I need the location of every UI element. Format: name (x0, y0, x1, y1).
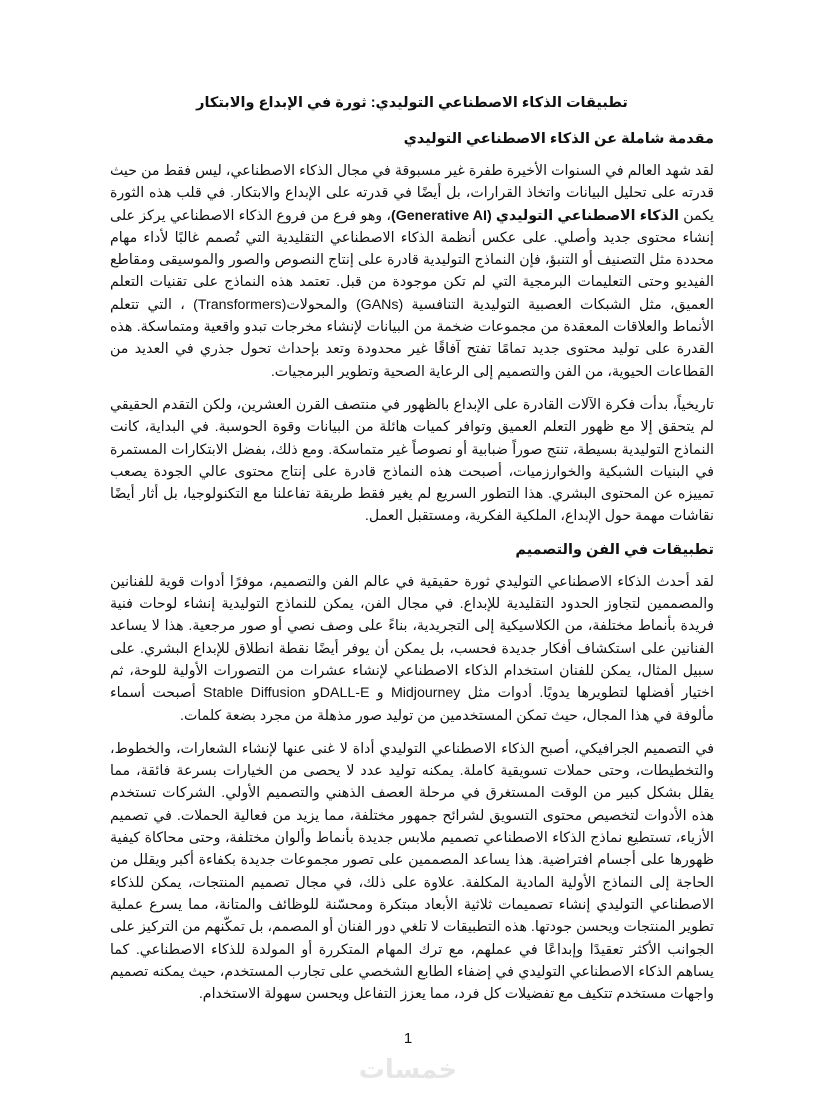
watermark-logo: خمسات (358, 1054, 458, 1085)
section-heading-art-design: تطبيقات في الفن والتصميم (515, 541, 714, 558)
section-heading-intro: مقدمة شاملة عن الذكاء الاصطناعي التوليدي (403, 131, 714, 147)
paragraph-graphic-design: في التصميم الجرافيكي، أصبح الذكاء الاصطناعي التوليدي أداة لا غنى عنها لإنشاء الشعارات، والخطوط، والتخطيطات، وحتى حملات تسويقية كاملة. يمكنه توليد عدد لا يحصى من الخيارات بسرعة فائقة، مما يقلل بشكل كبير من الوقت المستغرق في مرحلة العصف الذهني والتصميم الأولي. الشركات تستخدم هذه الأدوات لتخصيص محتوى التسويق لشرائح جمهور مختلفة، مما يزيد من فعالية الحملات. في تصميم الأزياء، تستطيع نماذج الذكاء الاصطناعي تصميم ملابس جديدة بأنماط وألوان مختلفة، وحتى محاكاة كيفية ظهورها على أجسام افتراضية. هذا يساعد المصممين على تصور مجموعات جديدة بكفاءة أكبر ويقلل من الحاجة إلى النماذج الأولية المادية المكلفة. علاوة على ذلك، في مجال تصميم المنتجات، يمكن للذكاء الاصطناعي التوليدي إنشاء تصميمات ثلاثية الأبعاد مبتكرة ومحسّنة للوظائف والمتانة، مما يسرع عملية تطوير المنتجات ويحسن جودتها. هذه التطبيقات لا تلغي دور الفنان أو المصمم، بل تمكّنهم من التركيز على الجوانب الأكثر تعقيدًا وإبداعًا في عملهم، مع ترك المهام المتكررة أو المولدة للذكاء الاصطناعي. كما يساهم الذكاء الاصطناعي التوليدي في إضفاء الطابع الشخصي على تجارب المستخدم، حيث يمكنه تصميم واجهات مستخدم تتكيف مع تفضيلات كل فرد، مما يعزز التفاعل ويحسن سهولة الاستخدام. (110, 740, 714, 1003)
paragraph-intro (110, 160, 714, 383)
document-title: تطبيقات الذكاء الاصطناعي التوليدي: ثورة في الإبداع والابتكار (196, 95, 628, 111)
paragraph-history: تاريخياً، بدأت فكرة الآلات القادرة على الإبداع بالظهور في منتصف القرن العشرين، ولكن التقدم الحقيقي لم يتحقق إلا مع ظهور التعلم العميق وتوافر كميات هائلة من البيانات وقوة الحوسبة. في البداية، كانت النماذج التوليدية بسيطة، تنتج صوراً ضبابية أو نصوصاً غير متماسكة. ومع ذلك، بفضل الابتكارات المستمرة في البنيات الشبكية والخوارزميات، أصبحت هذه النماذج قادرة على إنتاج محتوى عالي الجودة يصعب تمييزه عن المحتوى البشري. هذا التطور السريع لم يغير فقط طريقة تفاعلنا مع التكنولوجيا، بل أثار أيضًا نقاشات مهمة حول الإبداع، الملكية الفكرية، ومستقبل العمل. (110, 396, 714, 525)
paragraph-text: ، وهو فرع من فروع الذكاء الاصطناعي يركز على إنشاء محتوى جديد وأصلي. على عكس أنظمة الذكاء الاصطناعي التقليدية التي تُصمم غالبًا لأداء مهام محددة مثل التصنيف أو التنبؤ، فإن النماذج التوليدية قادرة على إنتاج النصوص والصور والموسيقى ومقاطع الفيديو وحتى التعليمات البرمجية التي لم تكن موجودة من قبل. تعتمد هذه النماذج على تقنيات التعلم العميق، مثل الشبكات العصبية التوليدية التنافسية (GANs) والمحولات(Transformers) ، التي تتعلم الأنماط والعلاقات المعقدة من مجموعات ضخمة من البيانات لإنشاء مخرجات تبدو واقعية ومتماسكة. هذه القدرة على توليد محتوى جديد تمامًا تفتح آفاقًا غير محدودة وتعد بإحداث تحول جذري في العديد من القطاعات الحيوية، من الفن والتصميم إلى الرعاية الصحية وتطوير البرمجيات. (110, 207, 714, 380)
document-page (110, 92, 714, 1005)
page-number: 1 (403, 1030, 413, 1048)
bold-term: الذكاء الاصطناعي التوليدي (Generative AI) (390, 207, 679, 224)
paragraph-art: لقد أحدث الذكاء الاصطناعي التوليدي ثورة حقيقية في عالم الفن والتصميم، موفرًا أدوات قوية للفنانين والمصممين لتجاوز الحدود التقليدية للإبداع. في مجال الفن، يمكن للنماذج التوليدية إنشاء لوحات فنية فريدة بأنماط مختلفة، من الكلاسيكية إلى التجريدية، بناءً على وصف نصي أو صور مرجعية. هذا لا يساعد الفنانين على استكشاف أفكار جديدة فحسب، بل يمكن أن يوفر أيضًا نقطة انطلاق للإبداع البشري. على سبيل المثال، يمكن للفنان استخدام الذكاء الاصطناعي لإنشاء عشرات من التصورات الأولية للوحة، ثم اختيار أفضلها لتطويرها يدويًا. أدوات مثل Midjourney و DALL-Eو Stable Diffusion أصبحت أسماء مألوفة في هذا المجال، حيث تمكن المستخدمين من توليد صور مذهلة من مجرد بضعة كلمات. (110, 573, 714, 724)
paragraph-text: لقد شهد العالم في السنوات الأخيرة طفرة غير مسبوقة في مجال الذكاء الاصطناعي، ليس فقط من حيث قدرته على تحليل البيانات واتخاذ القرارات، بل أيضًا في قدرته على الإبداع والابتكار. في قلب هذه الثورة يكمن (110, 163, 714, 224)
